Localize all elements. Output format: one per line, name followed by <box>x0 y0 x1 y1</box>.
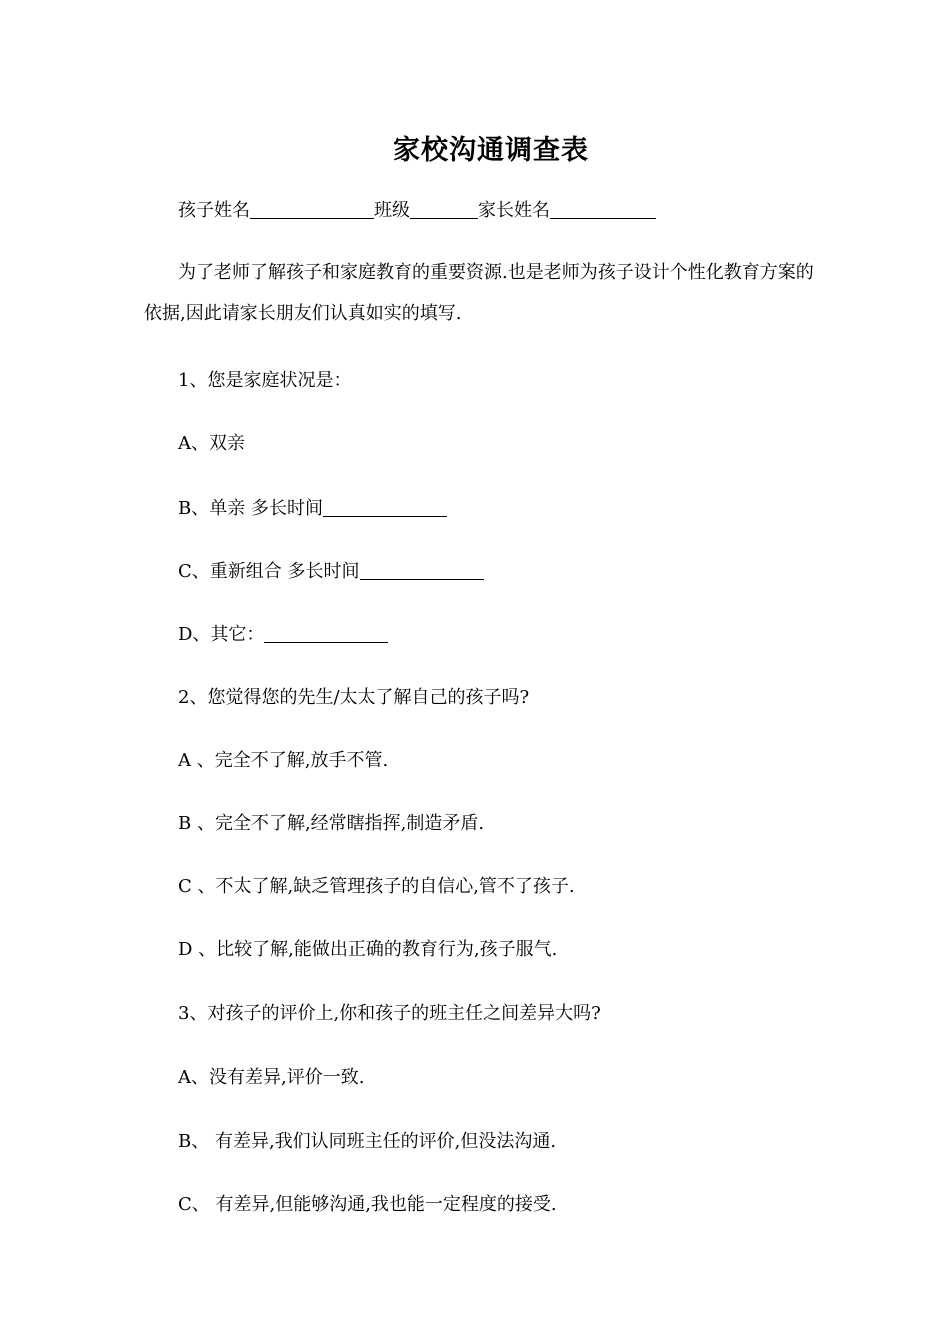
child-name-label: 孩子姓名 <box>178 200 250 221</box>
question-3: 3、对孩子的评价上,你和孩子的班主任之间差异大吗? <box>178 1003 601 1024</box>
question-1-option-b: B、单亲 多长时间 <box>178 495 447 521</box>
duration-blank[interactable] <box>323 498 447 517</box>
question-1-option-c: C、重新组合 多长时间 <box>178 558 484 584</box>
question-3-option-c: C、 有差异,但能够沟通,我也能一定程度的接受. <box>178 1194 557 1215</box>
document-title: 家校沟通调查表 <box>393 135 589 166</box>
class-blank[interactable] <box>410 200 478 219</box>
class-label: 班级 <box>374 200 410 221</box>
question-3-option-a: A、没有差异,评价一致. <box>178 1067 365 1088</box>
duration-blank[interactable] <box>360 561 484 580</box>
question-2: 2、您觉得您的先生/太太了解自己的孩子吗? <box>178 687 530 708</box>
question-3-option-b: B、 有差异,我们认同班主任的评价,但没法沟通. <box>178 1131 557 1152</box>
question-1-option-a: A、双亲 <box>178 433 245 454</box>
question-2-option-a: A 、完全不了解,放手不管. <box>178 750 389 771</box>
child-name-blank[interactable] <box>250 200 374 219</box>
question-2-option-c: C 、不太了解,缺乏管理孩子的自信心,管不了孩子. <box>178 876 575 897</box>
question-1-option-d: D、其它： <box>178 621 388 647</box>
question-2-option-b: B 、完全不了解,经常瞎指挥,制造矛盾. <box>178 813 485 834</box>
question-1: 1、您是家庭状况是： <box>178 370 352 391</box>
question-2-option-d: D 、比较了解,能做出正确的教育行为,孩子服气. <box>178 939 558 960</box>
parent-name-blank[interactable] <box>550 200 656 219</box>
info-line <box>178 197 656 223</box>
parent-name-label: 家长姓名 <box>478 200 550 221</box>
other-blank[interactable] <box>264 624 388 643</box>
intro-paragraph: 为了老师了解孩子和家庭教育的重要资源.也是老师为孩子设计个性化教育方案的依据,因此请家长朋友们认真如实的填写. <box>144 262 814 324</box>
